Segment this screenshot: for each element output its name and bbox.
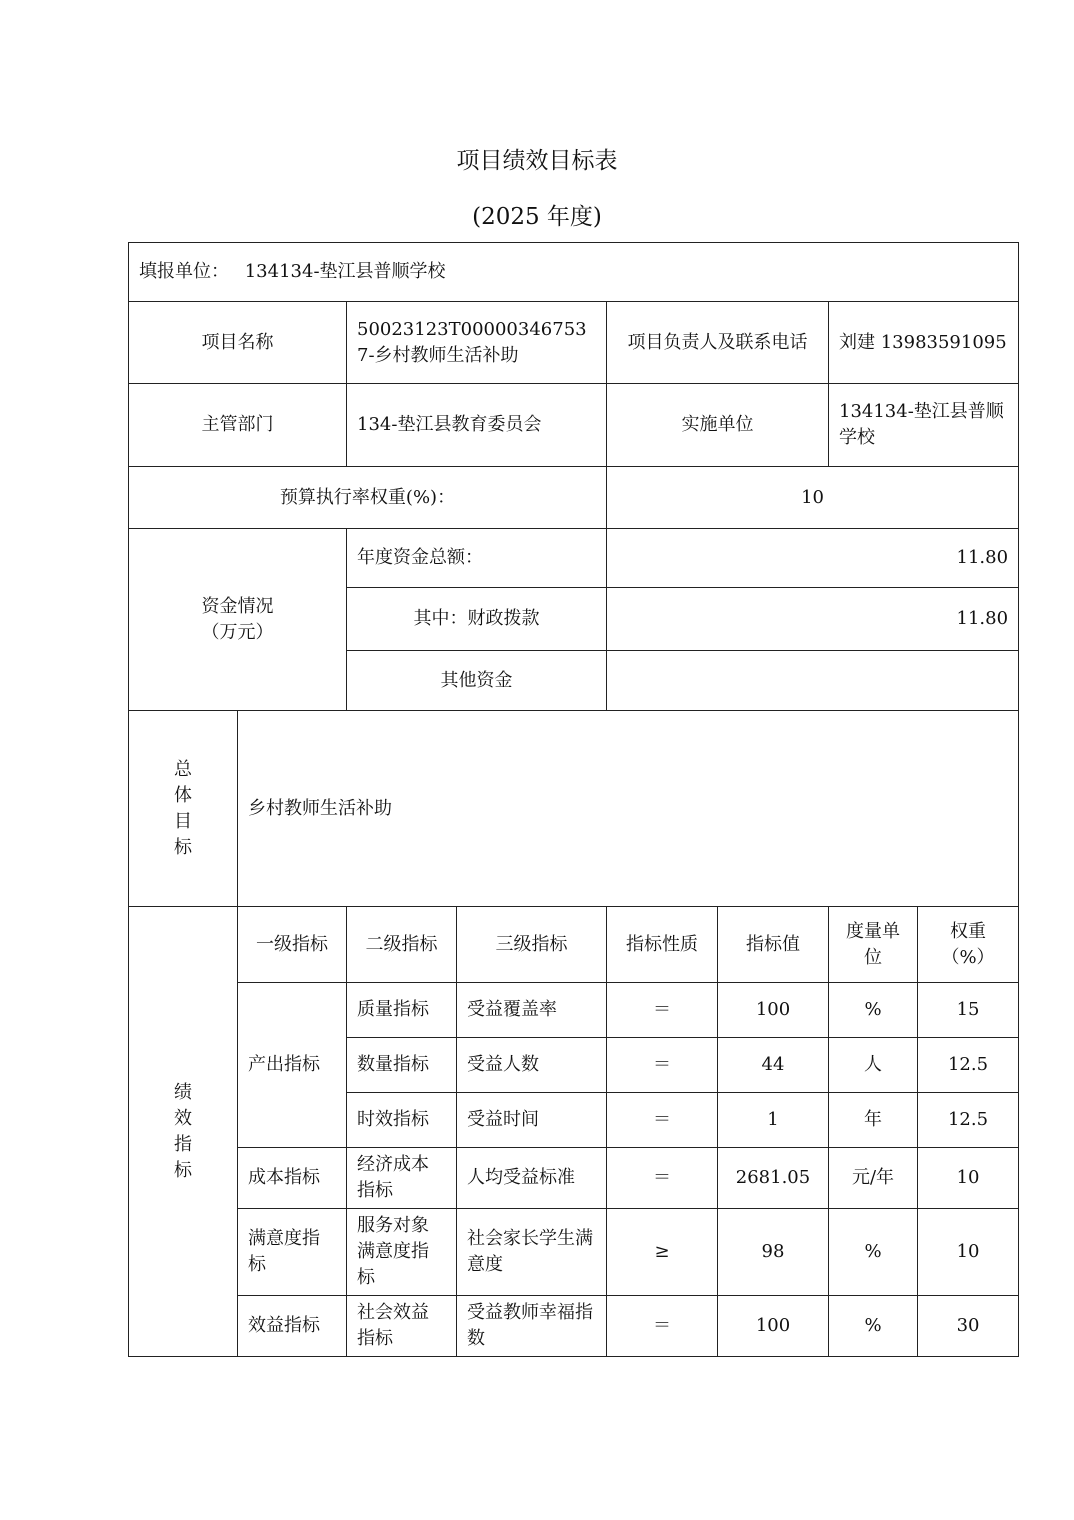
fiscal-label: 其中：财政拨款: [347, 588, 607, 651]
row-l3: 受益覆盖率: [457, 983, 607, 1038]
row-value: 100: [718, 1296, 829, 1357]
row-nature: ＝: [607, 1148, 718, 1209]
row-l2: 经济成本指标: [347, 1148, 457, 1209]
performance-label: 绩 效 指 标: [129, 907, 238, 1357]
row-nature: ＝: [607, 1296, 718, 1357]
budget-weight-value: 10: [607, 467, 1019, 529]
row-weight: 12.5: [918, 1038, 1019, 1093]
row-nature: ＝: [607, 1038, 718, 1093]
group-benefit: 效益指标: [238, 1296, 347, 1357]
table-row: [129, 983, 1019, 1038]
overall-goal-value: 乡村教师生活补助: [238, 711, 1019, 907]
header-l2: 二级指标: [347, 907, 457, 983]
row-unit: %: [829, 1209, 918, 1296]
group-output: 产出指标: [238, 983, 347, 1148]
reporting-unit-cell: [129, 243, 1019, 302]
row-nature: ＝: [607, 983, 718, 1038]
row-weight: 10: [918, 1209, 1019, 1296]
row-unit: 年: [829, 1093, 918, 1148]
project-lead-label: 项目负责人及联系电话: [607, 302, 829, 384]
budget-weight-label: 预算执行率权重(%)：: [129, 467, 607, 529]
row-unit: 人: [829, 1038, 918, 1093]
row-l2: 社会效益指标: [347, 1296, 457, 1357]
header-l3: 三级指标: [457, 907, 607, 983]
row-l3: 受益时间: [457, 1093, 607, 1148]
row-weight: 10: [918, 1148, 1019, 1209]
header-unit: 度量单位: [829, 907, 918, 983]
table-row: [129, 1296, 1019, 1357]
reporting-unit-value: 134134-垫江县普顺学校: [244, 261, 446, 282]
table-row: [129, 1209, 1019, 1296]
row-l2: 数量指标: [347, 1038, 457, 1093]
group-cost: 成本指标: [238, 1148, 347, 1209]
row-l3: 受益教师幸福指数: [457, 1296, 607, 1357]
row-unit: %: [829, 1296, 918, 1357]
dept-value: 134-垫江县教育委员会: [347, 384, 607, 467]
impl-unit-label: 实施单位: [607, 384, 829, 467]
row-weight: 12.5: [918, 1093, 1019, 1148]
header-weight: 权重（%）: [918, 907, 1019, 983]
row-l2: 质量指标: [347, 983, 457, 1038]
row-l3: 人均受益标准: [457, 1148, 607, 1209]
row-value: 100: [718, 983, 829, 1038]
row-value: 1: [718, 1093, 829, 1148]
fiscal-value: 11.80: [607, 588, 1019, 651]
row-l3: 社会家长学生满意度: [457, 1209, 607, 1296]
row-l2: 时效指标: [347, 1093, 457, 1148]
group-satisfaction: 满意度指标: [238, 1209, 347, 1296]
row-value: 44: [718, 1038, 829, 1093]
row-l3: 受益人数: [457, 1038, 607, 1093]
header-l1: 一级指标: [238, 907, 347, 983]
table-row: [129, 1148, 1019, 1209]
row-unit: %: [829, 983, 918, 1038]
dept-label: 主管部门: [129, 384, 347, 467]
page-subtitle: (2025 年度): [472, 204, 602, 230]
other-funds-value: [607, 651, 1019, 711]
funds-label: 资金情况 （万元）: [129, 529, 347, 711]
row-weight: 15: [918, 983, 1019, 1038]
row-weight: 30: [918, 1296, 1019, 1357]
performance-table: [128, 242, 1019, 1357]
impl-unit-value: 134134-垫江县普顺学校: [829, 384, 1019, 467]
row-unit: 元/年: [829, 1148, 918, 1209]
project-name-value: 50023123T000003467537-乡村教师生活补助: [347, 302, 607, 384]
row-value: 98: [718, 1209, 829, 1296]
header-value: 指标值: [718, 907, 829, 983]
row-value: 2681.05: [718, 1148, 829, 1209]
header-nature: 指标性质: [607, 907, 718, 983]
other-funds-label: 其他资金: [347, 651, 607, 711]
reporting-unit-label: 填报单位：: [139, 261, 229, 282]
project-lead-value: 刘建 13983591095: [829, 302, 1019, 384]
page-title: 项目绩效目标表: [456, 148, 618, 174]
overall-goal-label: 总 体 目 标: [129, 711, 238, 907]
annual-total-value: 11.80: [607, 529, 1019, 588]
row-l2: 服务对象满意度指标: [347, 1209, 457, 1296]
row-nature: ＝: [607, 1093, 718, 1148]
row-nature: ≥: [607, 1209, 718, 1296]
project-name-label: 项目名称: [129, 302, 347, 384]
annual-total-label: 年度资金总额：: [347, 529, 607, 588]
